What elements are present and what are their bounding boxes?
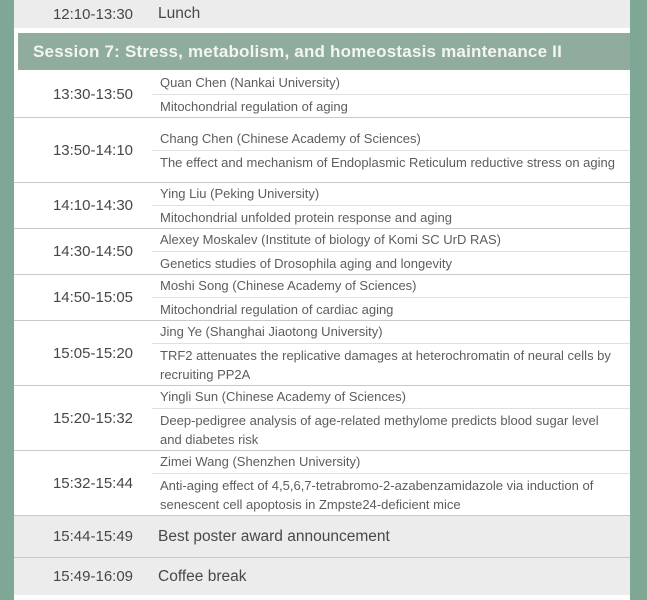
talk-title: Mitochondrial unfolded protein response and aging	[160, 210, 452, 225]
coffee-break-label: Coffee break	[158, 567, 247, 585]
talk-title: Mitochondrial regulation of aging	[160, 99, 348, 114]
talk-row	[14, 118, 630, 183]
lunch-time: 12:10-13:30	[52, 5, 134, 23]
talk-cell	[152, 275, 630, 320]
session-title: Session 7: Stress, metabolism, and homeostasis maintenance II	[33, 41, 562, 61]
talk-speaker: Chang Chen (Chinese Academy of Sciences)	[152, 128, 630, 151]
talk-speaker: Zimei Wang (Shenzhen University)	[152, 451, 630, 474]
talk-title: Genetics studies of Drosophila aging and longevity	[160, 256, 452, 271]
talk-time: 15:05-15:20	[52, 344, 134, 362]
right-border-strip	[630, 0, 647, 600]
talk-time: 15:32-15:44	[52, 474, 134, 492]
talks-table	[14, 72, 630, 516]
left-border-strip	[0, 0, 14, 600]
best-poster-time: 15:44-15:49	[52, 528, 134, 545]
talk-cell	[152, 183, 630, 228]
session-header	[18, 33, 630, 70]
talk-cell	[152, 229, 630, 274]
talk-speaker: Ying Liu (Peking University)	[152, 183, 630, 206]
talk-cell	[152, 72, 630, 117]
talk-time: 14:30-14:50	[52, 243, 134, 260]
talk-cell	[152, 451, 630, 515]
talk-title: The effect and mechanism of Endoplasmic Reticulum reductive stress on aging	[160, 154, 615, 170]
talk-time: 13:30-13:50	[52, 86, 134, 103]
talk-row	[14, 321, 630, 386]
talk-time: 14:50-15:05	[52, 289, 134, 306]
talk-row	[14, 451, 630, 516]
best-poster-label: Best poster award announcement	[158, 527, 390, 545]
best-poster-row	[14, 516, 630, 557]
lunch-label: Lunch	[158, 5, 201, 22]
talk-cell	[152, 321, 630, 385]
talk-row	[14, 275, 630, 321]
talk-speaker: Alexey Moskalev (Institute of biology of Komi SC UrD RAS)	[152, 229, 630, 252]
talk-title: Mitochondrial regulation of cardiac aging	[160, 302, 394, 317]
talk-speaker: Quan Chen (Nankai University)	[152, 72, 630, 95]
talk-time: 15:20-15:32	[52, 409, 134, 427]
talk-cell	[152, 386, 630, 450]
schedule-page	[14, 0, 630, 595]
coffee-break-row	[14, 557, 630, 595]
coffee-break-time: 15:49-16:09	[52, 568, 134, 585]
talk-title: Deep-pedigree analysis of age-related methylome predicts blood sugar level and diabetes risk	[160, 413, 599, 447]
talk-row	[14, 386, 630, 451]
talk-title: Anti-aging effect of 4,5,6,7-tetrabromo-2-azabenzamidazole via induction of senescent cell apoptosis in Zmpste24-deficient mice	[160, 478, 594, 512]
talk-title: TRF2 attenuates the replicative damages at heterochromatin of neural cells by recruiting PP2A	[160, 348, 611, 382]
talk-speaker: Jing Ye (Shanghai Jiaotong University)	[152, 321, 630, 344]
talk-cell	[152, 118, 630, 182]
talk-row	[14, 229, 630, 275]
talk-row	[14, 183, 630, 229]
talk-time: 14:10-14:30	[52, 197, 134, 214]
lunch-row	[14, 0, 630, 28]
talk-row	[14, 72, 630, 118]
talk-time: 13:50-14:10	[52, 141, 134, 159]
talk-speaker: Moshi Song (Chinese Academy of Sciences)	[152, 275, 630, 298]
talk-speaker: Yingli Sun (Chinese Academy of Sciences)	[152, 386, 630, 409]
